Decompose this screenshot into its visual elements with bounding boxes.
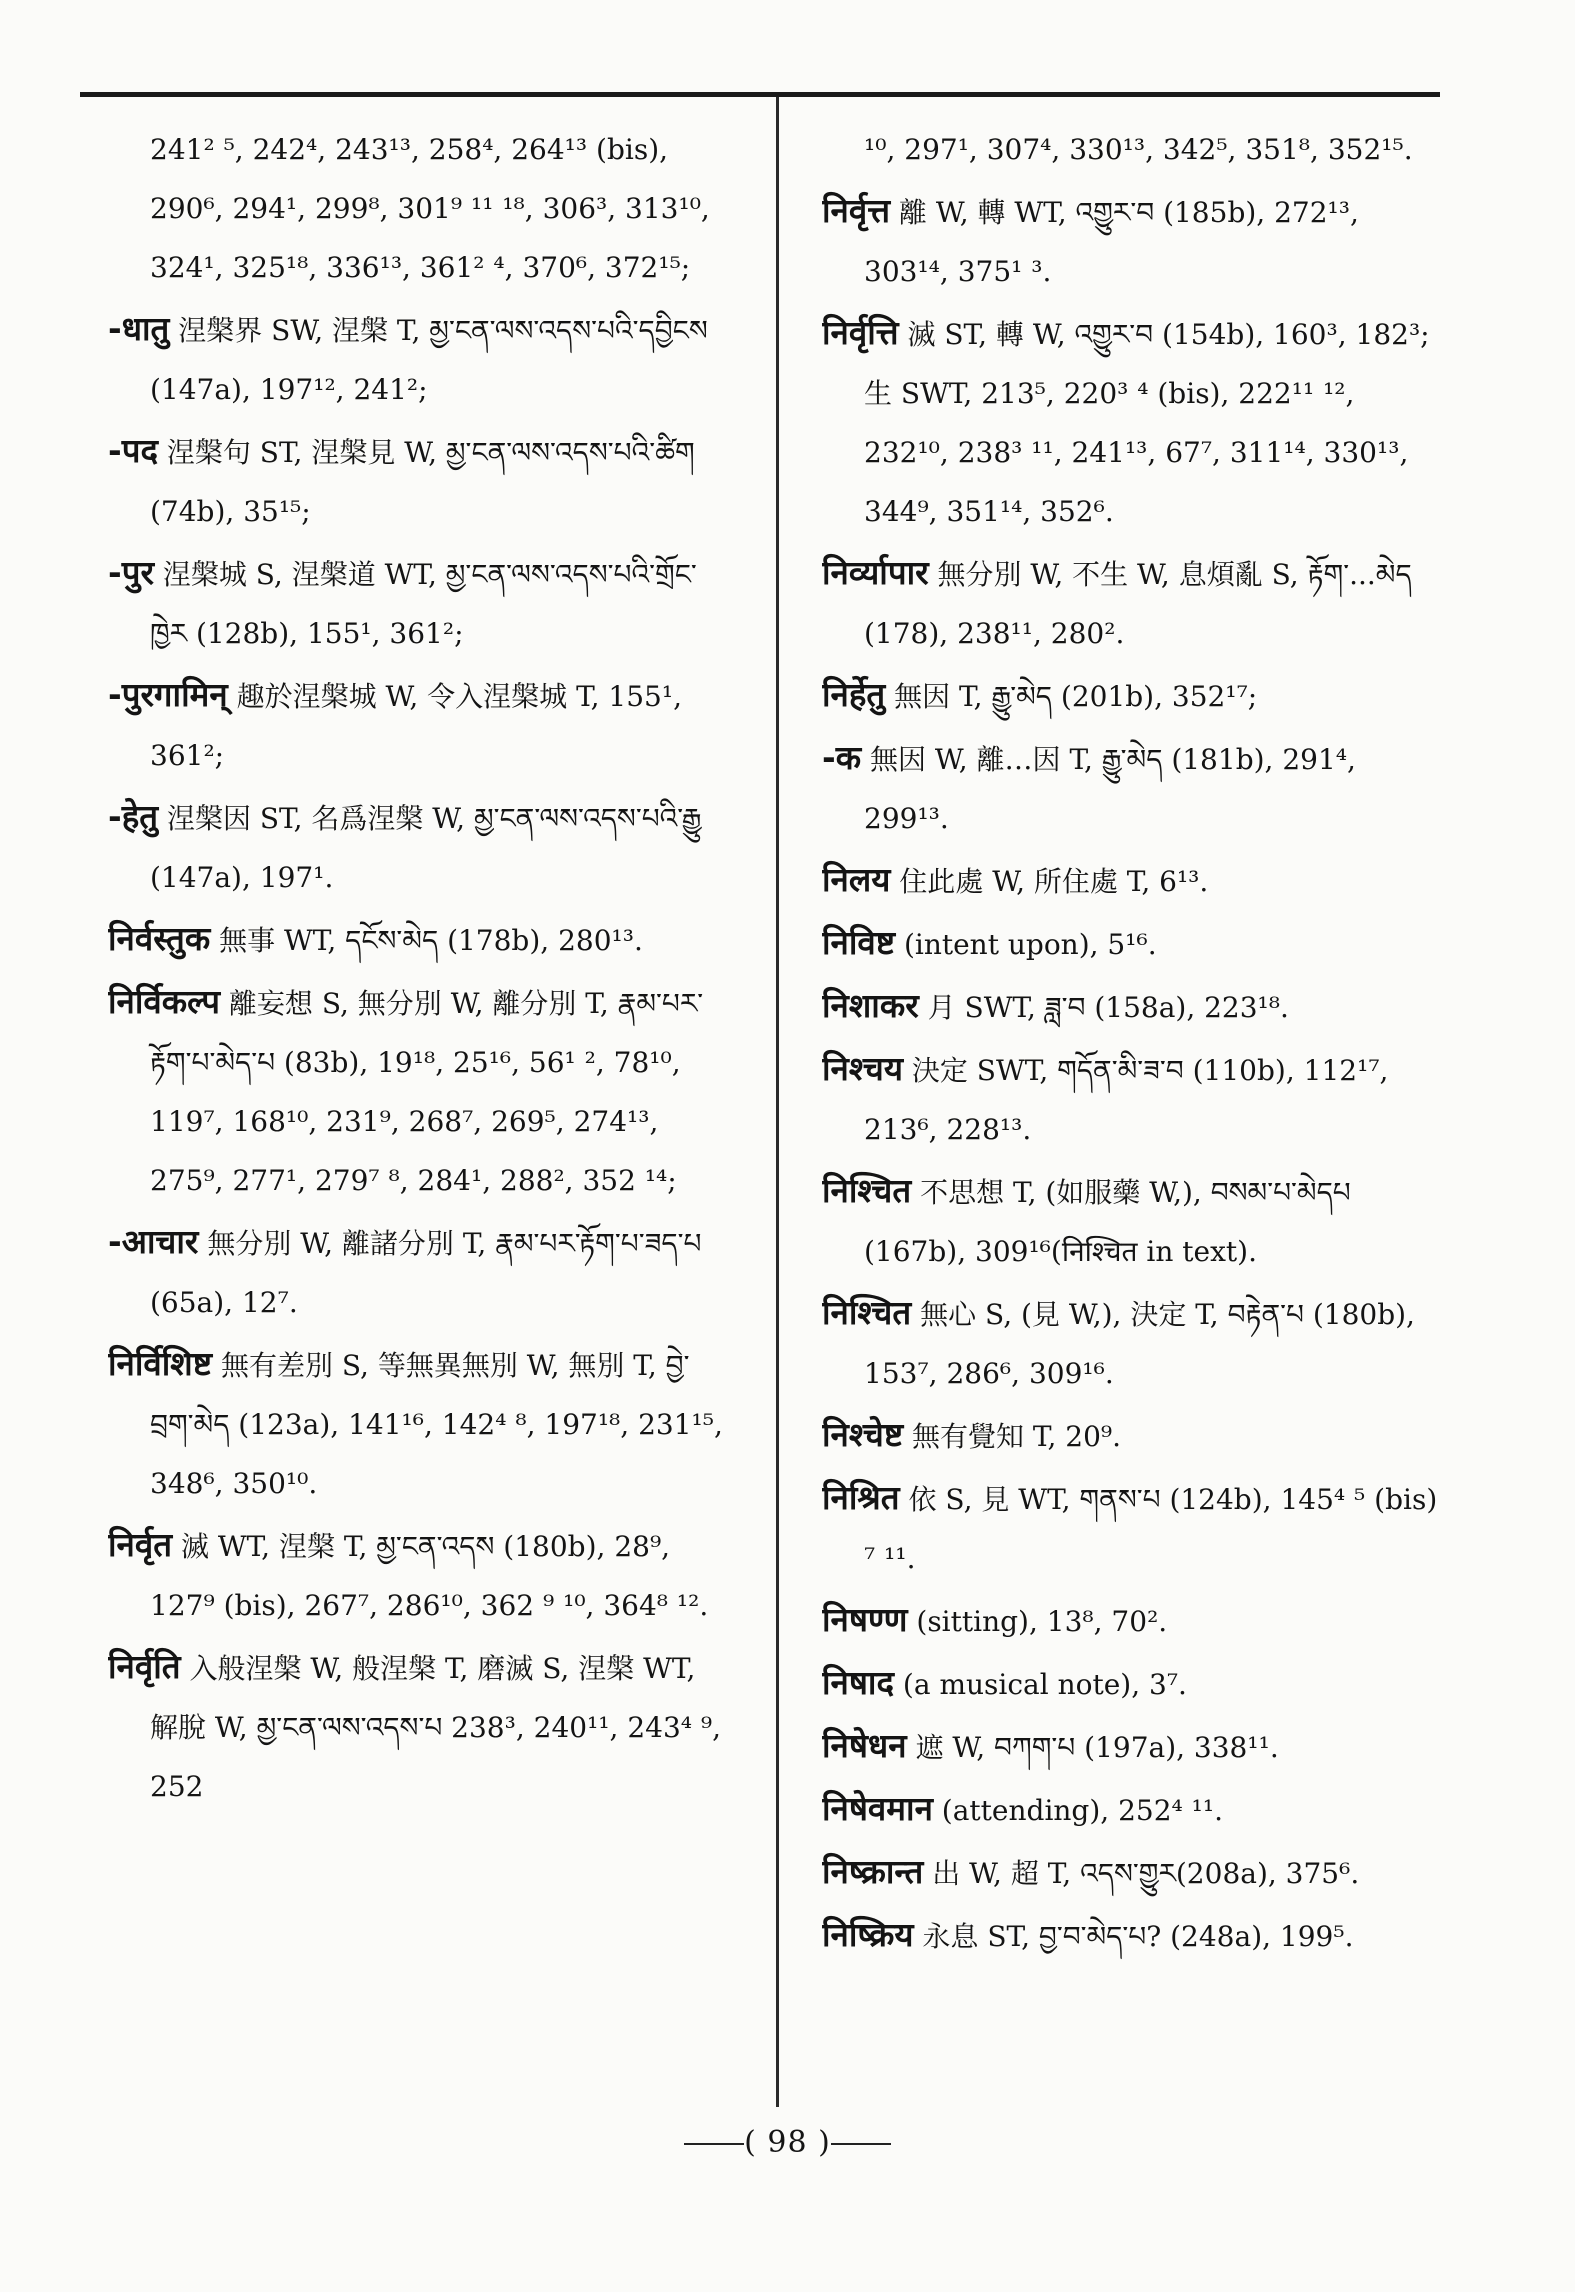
- entry-headword: निर्वस्तुक: [108, 919, 211, 958]
- page-footer: ( 98 ): [0, 2125, 1575, 2160]
- entry-text: 無心 S, (見 W,), 決定 T, བརྟེན་པ (180b), 153⁷, 286⁶, 309¹⁶.: [864, 1298, 1415, 1390]
- entry-text: 滅 WT, 涅槃 T, མྱ་ངན་འདས (180b), 28⁹, 127⁹ (bis), 267⁷, 286¹⁰, 362 ⁹ ¹⁰, 364⁸ ¹².: [150, 1530, 709, 1622]
- entry-headword: निषेवमान: [822, 1789, 933, 1828]
- entry-text: 涅槃界 SW, 涅槃 T, མྱ་ངན་ལས་འདས་པའི་དབྱིངས (147a), 197¹², 241²;: [150, 314, 708, 406]
- entry-text: 離妄想 S, 無分別 W, 離分別 T, རྣམ་པར་རྟོག་པ་མེད་པ (83b), 19¹⁸, 25¹⁶, 56¹ ², 78¹⁰, 119⁷, 168¹⁰, 231⁹, 268⁷, 269⁵, 274¹³, 275⁹, 277¹, 279⁷ ⁸, 284¹, 288², 352 ¹⁴;: [150, 987, 704, 1197]
- entry-text: 無有覺知 T, 20⁹.: [912, 1420, 1122, 1453]
- footer-dash-right: [831, 2143, 891, 2145]
- entry-headword: निश्चय: [822, 1049, 903, 1088]
- entry-text: 無因 W, 離…因 T, རྒྱུ་མེད (181b), 291⁴, 299¹³.: [864, 743, 1356, 835]
- entry-text: 離 W, 轉 WT, འགྱུར་བ (185b), 272¹³, 303¹⁴, 375¹ ³.: [864, 196, 1359, 288]
- entry-headword: निश्चेष्ट: [822, 1415, 904, 1454]
- entry-headword: निश्चित: [822, 1171, 912, 1210]
- dictionary-entry: [822, 913, 1440, 974]
- entry-headword: -पद: [108, 431, 158, 470]
- entry-headword: निश्चित: [822, 1293, 912, 1332]
- dictionary-entry: [108, 118, 728, 297]
- entry-text: 無分別 W, 不生 W, 息煩亂 S, རྟོག་...མེད (178), 238¹¹, 280².: [864, 558, 1412, 650]
- entry-text: 滅 ST, 轉 W, འགྱུར་བ (154b), 160³, 182³; 生 SWT, 213⁵, 220³ ⁴ (bis), 222¹¹ ¹², 232¹⁰, 238³ ¹¹, 241¹³, 67⁷, 311¹⁴, 330¹³, 344⁹, 351¹⁴, 352⁶.: [864, 318, 1430, 528]
- entry-headword: निर्वृत्त: [822, 191, 891, 230]
- dictionary-entry: [822, 1405, 1440, 1466]
- entry-headword: -धातु: [108, 309, 170, 348]
- dictionary-entry: [108, 543, 728, 663]
- dictionary-entry: [822, 1590, 1440, 1651]
- entry-headword: निर्विकल्प: [108, 982, 221, 1021]
- left-column: [108, 118, 728, 2108]
- entry-text: (sitting), 13⁸, 70².: [916, 1605, 1168, 1638]
- dictionary-entry: [108, 665, 728, 785]
- entry-headword: निर्वृत: [108, 1525, 173, 1564]
- entry-text: 住此處 W, 所住處 T, 6¹³.: [899, 865, 1209, 898]
- entry-headword: निलय: [822, 860, 891, 899]
- dictionary-entry: [822, 543, 1440, 663]
- dictionary-entry: [822, 976, 1440, 1037]
- entry-headword: निर्व्यापार: [822, 553, 929, 592]
- dictionary-entry: [822, 303, 1440, 541]
- top-rule: [80, 92, 1440, 97]
- entry-headword: निषाद: [822, 1663, 895, 1702]
- dictionary-entry: [108, 1637, 728, 1816]
- entry-text: 決定 SWT, གདོན་མི་ཟ་བ (110b), 112¹⁷, 213⁶, 228¹³.: [864, 1054, 1389, 1146]
- entry-text: 不思想 T, (如服藥 W,), བསམ་པ་མེདཔ (167b), 309¹⁶(निश्चित in text).: [864, 1176, 1351, 1268]
- entry-headword: निविष्ट: [822, 923, 896, 962]
- dictionary-entry: [822, 1905, 1440, 1966]
- entry-text: 涅槃句 ST, 涅槃見 W, མྱ་ངན་ལས་འདས་པའི་ཚིག (74b), 35¹⁵;: [150, 436, 695, 528]
- entry-headword: -हेतु: [108, 797, 159, 836]
- page-number: 98: [767, 2125, 808, 2160]
- entry-text: (attending), 252⁴ ¹¹.: [941, 1794, 1223, 1827]
- dictionary-entry: [822, 1779, 1440, 1840]
- entry-text: 無事 WT, དངོས་མེད (178b), 280¹³.: [219, 924, 643, 957]
- entry-headword: निश्रित: [822, 1478, 900, 1517]
- dictionary-entry: [822, 118, 1440, 179]
- dictionary-entry: [108, 1212, 728, 1332]
- entry-text: 無因 T, རྒྱུ་མེད (201b), 352¹⁷;: [894, 680, 1258, 713]
- entry-text: 涅槃城 S, 涅槃道 WT, མྱ་ངན་ལས་འདས་པའི་གྲོང་ཁྱེར (128b), 155¹, 361²;: [150, 558, 697, 650]
- entry-text: 入般涅槃 W, 般涅槃 T, 磨滅 S, 涅槃 WT, 解脫 W, མྱ་ངན་ལས་འདས་པ 238³, 240¹¹, 243⁴ ⁹, 252: [150, 1652, 722, 1803]
- entry-text: 依 S, 見 WT, གནས་པ (124b), 145⁴ ⁵ (bis) ⁷ ¹¹.: [864, 1483, 1438, 1575]
- dictionary-entry: [108, 1334, 728, 1513]
- dictionary-entry: [822, 1842, 1440, 1903]
- entry-headword: निर्विशिष्ट: [108, 1344, 213, 1383]
- entry-text: 無有差別 S, 等無異無別 W, 無別 T, བྱེ་བྲག་མེད (123a), 141¹⁶, 142⁴ ⁸, 197¹⁸, 231¹⁵, 348⁶, 350¹⁰.: [150, 1349, 723, 1500]
- dictionary-entry: [822, 728, 1440, 848]
- dictionary-entry: [822, 850, 1440, 911]
- dictionary-entry: [822, 1161, 1440, 1281]
- dictionary-entry: [822, 1653, 1440, 1714]
- entry-text: (a musical note), 3⁷.: [902, 1668, 1187, 1701]
- dictionary-entry: [822, 1716, 1440, 1777]
- entry-text: ¹⁰, 297¹, 307⁴, 330¹³, 342⁵, 351⁸, 352¹⁵.: [864, 133, 1413, 166]
- entry-headword: निष्क्रान्त: [822, 1852, 924, 1891]
- entry-text: 涅槃因 ST, 名爲涅槃 W, མྱ་ངན་ལས་འདས་པའི་རྒྱུ (147a), 197¹.: [150, 802, 702, 894]
- entry-headword: निशाकर: [822, 986, 919, 1025]
- entry-headword: निर्वृति: [108, 1647, 181, 1686]
- dictionary-entry: [108, 1515, 728, 1635]
- dictionary-entry: [108, 909, 728, 970]
- entry-headword: निषेधन: [822, 1726, 907, 1765]
- entry-text: 無分別 W, 離諸分別 T, རྣམ་པར་རྟོག་པ་ཟད་པ (65a), 12⁷.: [150, 1227, 702, 1319]
- entry-text: 遮 W, བཀག་པ (197a), 338¹¹.: [915, 1731, 1279, 1764]
- footer-dash-left: [684, 2143, 744, 2145]
- entry-headword: -पुर: [108, 553, 154, 592]
- dictionary-entry: [822, 665, 1440, 726]
- entry-text: 241² ⁵, 242⁴, 243¹³, 258⁴, 264¹³ (bis), 290⁶, 294¹, 299⁸, 301⁹ ¹¹ ¹⁸, 306³, 313¹⁰, 324¹, 325¹⁸, 336¹³, 361² ⁴, 370⁶, 372¹⁵;: [150, 133, 710, 284]
- dictionary-entry: [108, 299, 728, 419]
- entry-headword: निष्क्रिय: [822, 1915, 914, 1954]
- column-divider: [776, 97, 779, 2107]
- entry-headword: -क: [822, 738, 862, 777]
- dictionary-entry: [108, 787, 728, 907]
- entry-text: 永息 ST, བྱ་བ་མེད་པ? (248a), 199⁵.: [922, 1920, 1354, 1953]
- entry-headword: निर्हेतु: [822, 675, 886, 714]
- entry-text: (intent upon), 5¹⁶.: [903, 928, 1157, 961]
- entry-text: 月 SWT, ཟླ་བ (158a), 223¹⁸.: [927, 991, 1289, 1024]
- dictionary-entry: [822, 1039, 1440, 1159]
- dictionary-entry: [108, 972, 728, 1210]
- entry-headword: निषण्ण: [822, 1600, 908, 1639]
- dictionary-entry: [822, 1283, 1440, 1403]
- right-column: [822, 118, 1440, 2108]
- dictionary-entry: [108, 421, 728, 541]
- dictionary-entry: [822, 181, 1440, 301]
- dictionary-entry: [822, 1468, 1440, 1588]
- entry-text: 趣於涅槃城 W, 令入涅槃城 T, 155¹, 361²;: [150, 680, 682, 772]
- entry-headword: निर्वृत्ति: [822, 313, 899, 352]
- entry-text: 出 W, 超 T, འདས་གྱུར(208a), 375⁶.: [932, 1857, 1360, 1890]
- entry-headword: -आचार: [108, 1222, 199, 1261]
- entry-headword: -पुरगामिन्: [108, 675, 228, 714]
